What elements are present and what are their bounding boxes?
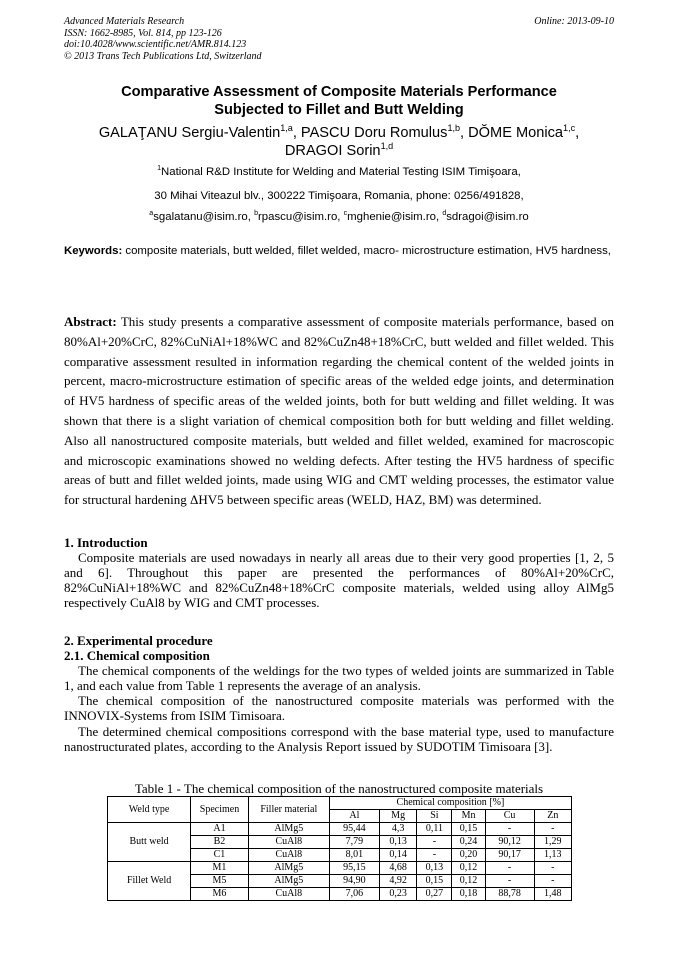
introduction-section (64, 535, 614, 610)
header-element: Al (329, 810, 379, 823)
group-fillet-weld: Fillet Weld (108, 862, 191, 901)
table-row: Butt weld A1 AlMg5 95,44 4,3 0,11 0,15 - - (108, 823, 572, 836)
paragraph-1: The chemical components of the weldings for the two types of welded joints are summarized in Table 1, and each value from Table 1 represents the average of an analysis. (64, 663, 614, 694)
email-c[interactable]: mghenie@isim.ro (347, 211, 436, 223)
table-row: C1 CuAl8 8,01 0,14 - 0,20 90,17 1,13 (108, 849, 572, 862)
title-line-1: Comparative Assessment of Composite Materials Performance (121, 84, 557, 100)
author-4: DRAGOI Sorin (284, 143, 381, 159)
header-specimen: Specimen (191, 797, 249, 823)
introduction-heading: 1. Introduction (64, 535, 148, 550)
keywords: Keywords: composite materials, butt welded, fillet welded, macro- microstructure estimation, HV5 hardness, (64, 245, 611, 257)
copyright: © 2013 Trans Tech Publications Ltd, Switzerland (64, 50, 262, 62)
table-row: Fillet Weld M1 AlMg5 95,15 4,68 0,13 0,12 - - (108, 862, 572, 875)
issn: ISSN: 1662-8985, Vol. 814, pp 123-126 (64, 27, 222, 39)
chemical-composition-table (107, 796, 572, 901)
affiliation-line-2: 30 Mihai Viteazul blv., 300222 Timişoara, Romania, phone: 0256/491828, (154, 190, 524, 202)
header-element: Mg (379, 810, 416, 823)
paper-title (64, 83, 614, 119)
header-weld-type: Weld type (108, 797, 191, 823)
header-element: Mn (452, 810, 485, 823)
online-date: Online: 2013-09-10 (534, 16, 614, 27)
paragraph-3: The determined chemical compositions correspond with the base material type, used to manufacture nanostructurated plates, according to the Analysis Report issued by SUDOTIM Timisoara [3]. (64, 723, 614, 754)
header-filler: Filler material (248, 797, 329, 823)
table-row: B2 CuAl8 7,79 0,13 - 0,24 90,12 1,29 (108, 836, 572, 849)
header-element: Zn (534, 810, 571, 823)
author-1: GALAŢANU Sergiu-Valentin (98, 125, 281, 141)
table-row: M5 AlMg5 94,90 4,92 0,15 0,12 - - (108, 875, 572, 888)
email-line: $^a$sgalatanu@isim.ro, $^b$rpascu@isim.ro, $^c$mghenie@isim.ro, $^d$sdragoi@isim.ro (149, 210, 529, 223)
group-butt-weld: Butt weld (108, 823, 191, 862)
introduction-text: Composite materials are used nowadays in nearly all areas due to their very good properties [1, 2, 5 and 6]. Throughout this paper are presented the performances of 80%Al+20%CrC, 82%CuNiAl+18%WC and 82%CuZn48+18%CrC composite materials, welded using alloy AlMg5 respectively CuAl8 by WIG and CMT processes. (64, 550, 614, 611)
page-header (64, 16, 614, 62)
doi: doi:10.4028/www.scientific.net/AMR.814.123 (64, 39, 247, 50)
author-2: PASCU Doru Romulus (300, 125, 448, 141)
experimental-heading: 2. Experimental procedure (64, 633, 213, 648)
email-b[interactable]: rpascu@isim.ro (258, 211, 338, 223)
experimental-section (64, 633, 614, 754)
title-line-2: Subjected to Fillet and Butt Welding (214, 102, 464, 118)
author-list: GALAŢANU Sergiu-Valentin$^{1,a}$, PASCU Doru Romulus$^{1,b}$, DŎME Monica$^{1,c}$, DRAGOI Sorin$^{1,d}$ (98, 123, 580, 159)
journal-name: Advanced Materials Research (64, 16, 185, 27)
chemical-composition-subheading: 2.1. Chemical composition (64, 648, 210, 664)
header-element: Si (417, 810, 452, 823)
author-3: DŎME Monica (468, 125, 564, 141)
table-caption: Table 1 - The chemical composition of the nanostructured composite materials (134, 781, 544, 796)
table-row: M6 CuAl8 7,06 0,23 0,27 0,18 88,78 1,48 (108, 888, 572, 901)
affiliation-line-1: $^1$National R&D Institute for Welding and Material Testing ISIM Timişoara, (157, 165, 521, 178)
header-chemical-composition: Chemical composition [%] (329, 797, 571, 810)
abstract: Abstract: This study presents a comparative assessment of composite materials performance, based on 80%Al+20%CrC, 82%CuNiAl+18%WC and 82%CuZn48+18%CrC, butt welded and fillet welded. This comparative assessment resulted in information regarding the chemical content of the welded joints in percent, macro-microstructure estimation of specific areas of the welded edge joints, and determination of HV5 hardness of specific areas of the welded joints, both for butt welding and fillet welding. It was shown that there is a slight variation of chemical composition both for butt welding and fillet welding. Also all nanostructured composite materials, butt welded and fillet welded, examined for macroscopic and microscopic examinations showed no welding defects. After testing the HV5 hardness of specific areas of butt and fillet welded joints, made using WIG and CMT welding processes, the estimator value for structural hardening ΔHV5 between specific areas (WELD, HAZ, BM) was determined. (64, 314, 615, 508)
email-a[interactable]: sgalatanu@isim.ro (153, 211, 248, 223)
header-element: Cu (485, 810, 534, 823)
email-d[interactable]: sdragoi@isim.ro (446, 211, 529, 223)
paragraph-2: The chemical composition of the nanostructured composite materials was performed with the INNOVIX-Systems from ISIM Timisoara. (64, 693, 614, 724)
